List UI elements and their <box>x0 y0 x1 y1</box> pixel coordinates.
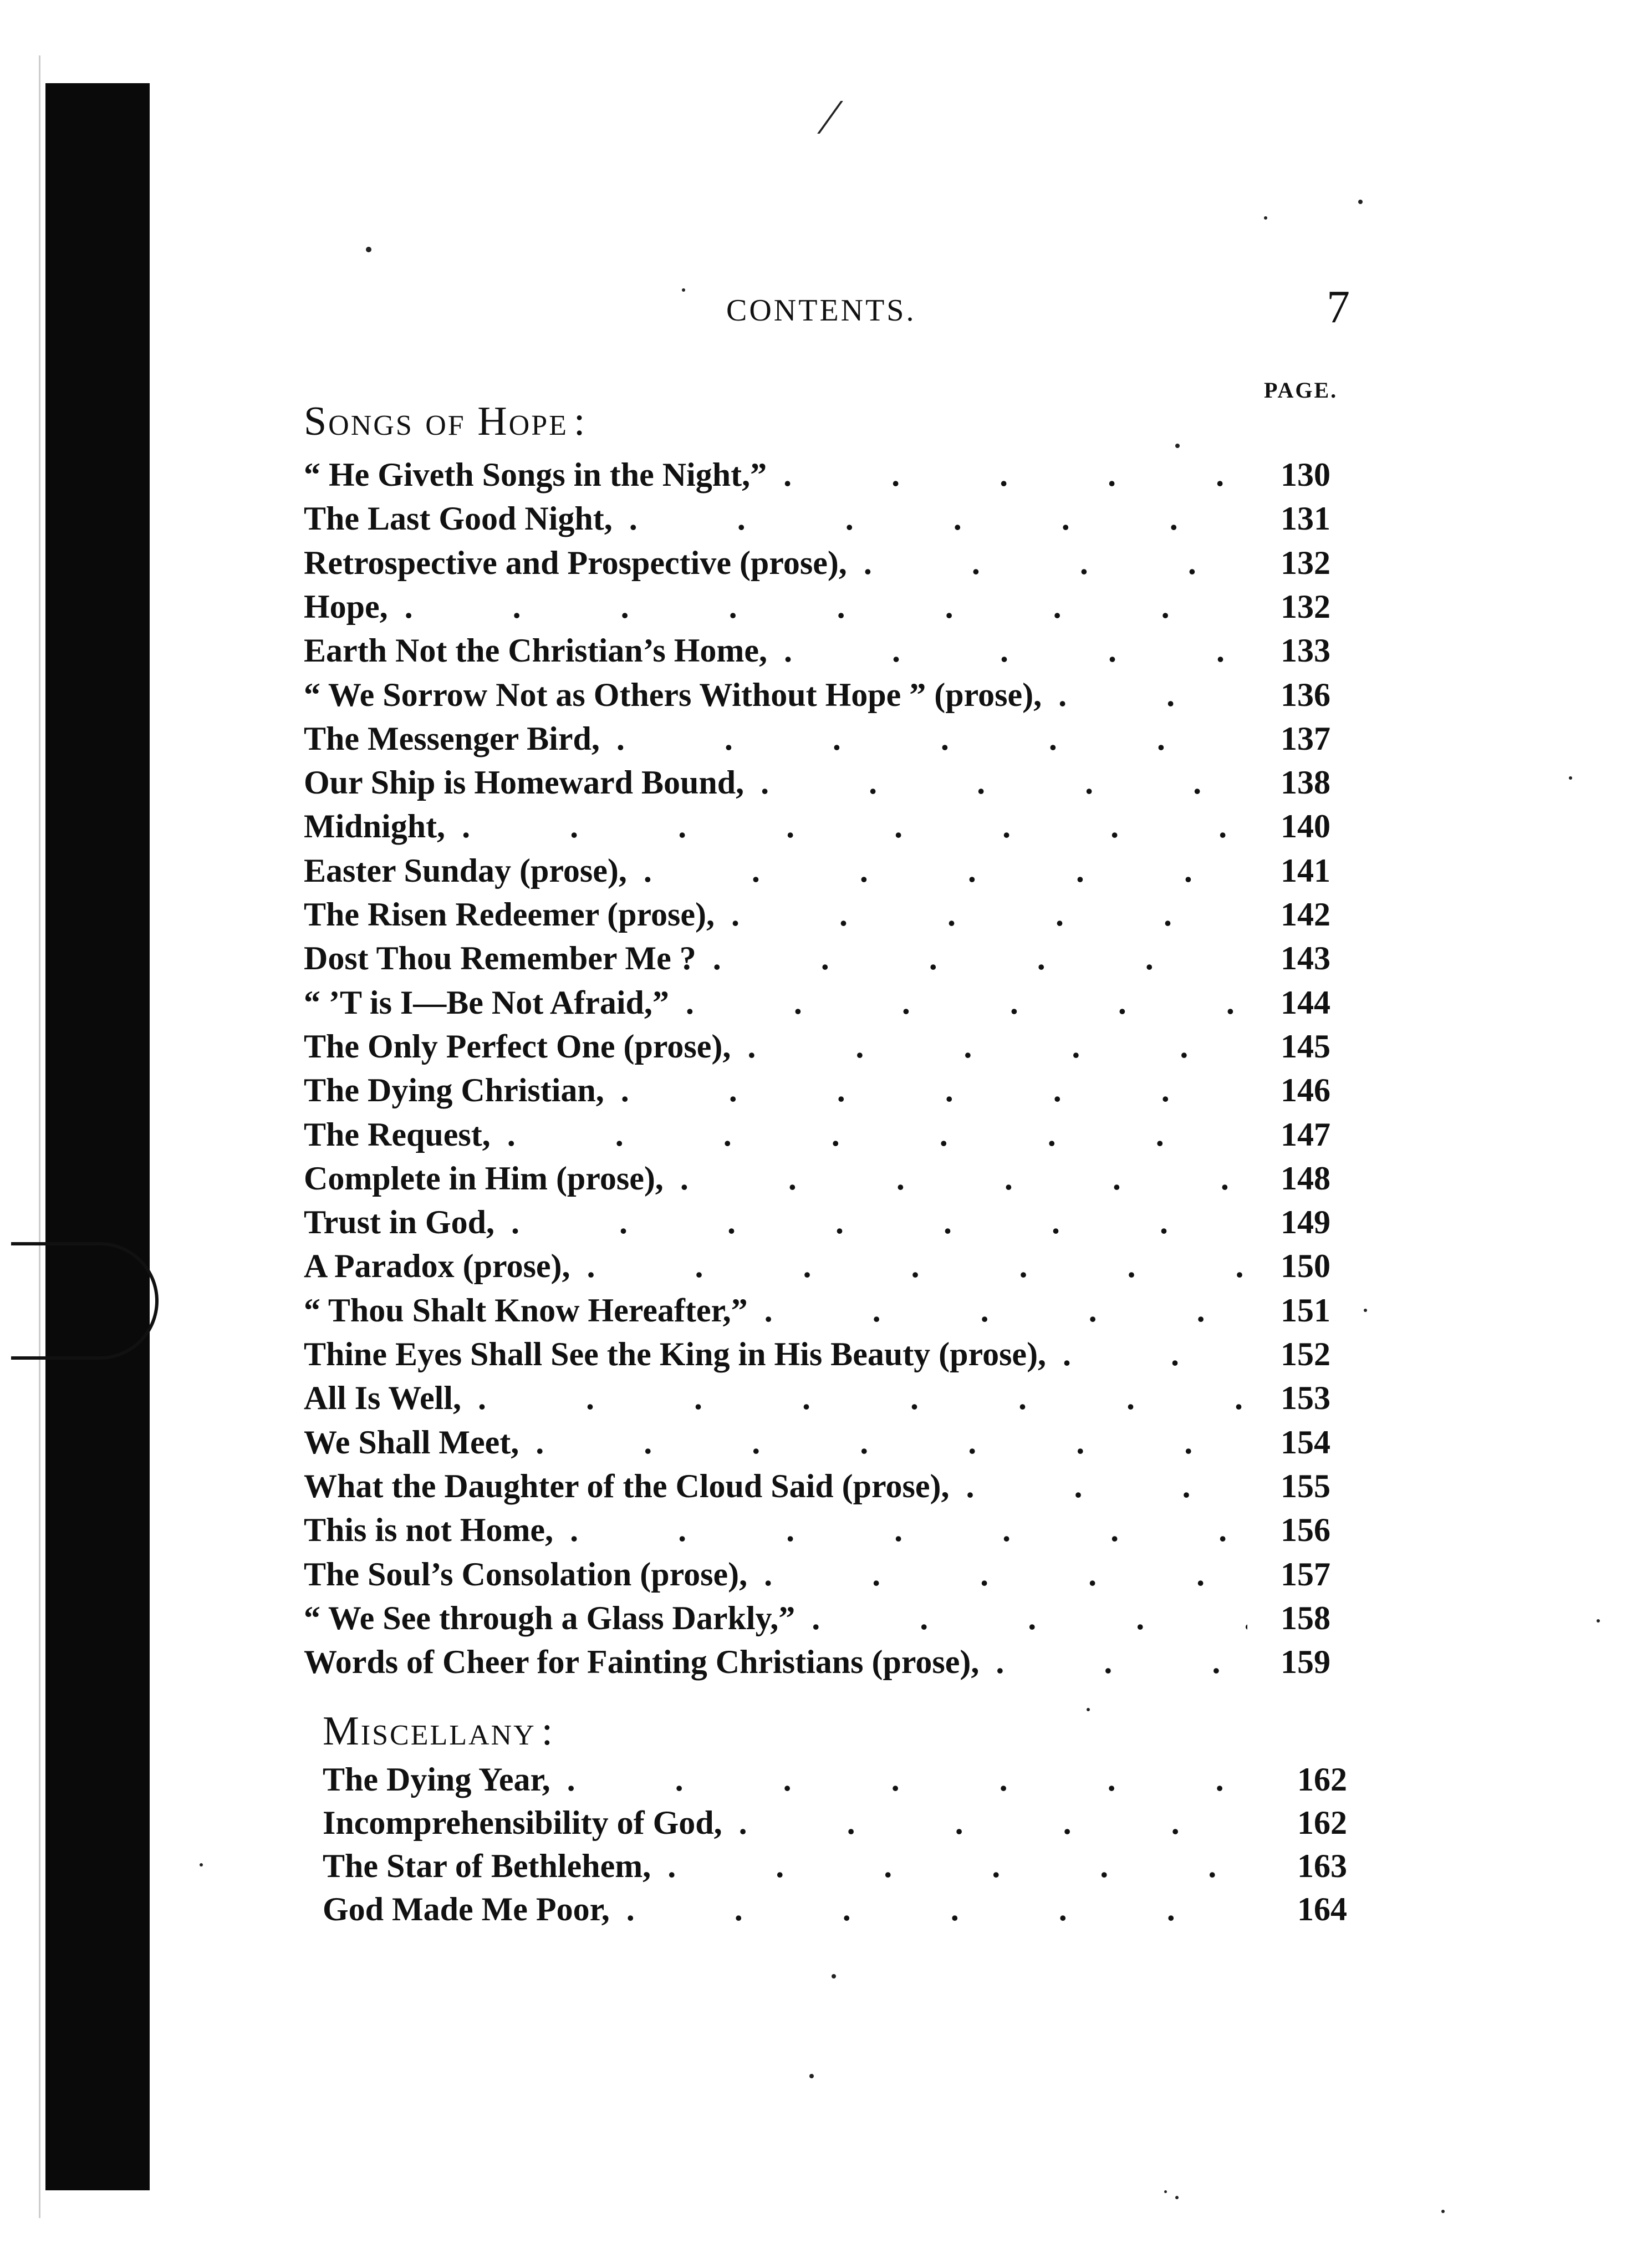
toc-entry-title: Midnight, <box>304 808 446 845</box>
toc-entry-page: 147 <box>1281 1116 1330 1153</box>
toc-entry[interactable] <box>304 1291 1330 1334</box>
print-speck <box>1364 1309 1367 1312</box>
toc-entry[interactable] <box>304 500 1330 542</box>
dot-leader <box>587 1247 1247 1285</box>
toc-entry-title: Complete in Him (prose), <box>304 1159 664 1197</box>
toc-entry-title: Dost Thou Remember Me ? <box>304 940 696 977</box>
toc-entry[interactable] <box>304 1071 1330 1113</box>
section-heading-text: Miscellany <box>323 1708 536 1754</box>
toc-entry[interactable] <box>304 1116 1330 1158</box>
toc-entry-title: The Dying Year, <box>323 1761 550 1798</box>
toc-entry-page: 155 <box>1281 1467 1330 1504</box>
print-speck <box>1175 2196 1179 2199</box>
dot-leader <box>478 1379 1247 1417</box>
toc-entry[interactable] <box>304 720 1330 762</box>
toc-entry[interactable] <box>304 1335 1330 1377</box>
toc-entry-page: 151 <box>1281 1291 1330 1329</box>
toc-entry[interactable] <box>304 456 1330 498</box>
toc-entry[interactable] <box>304 1203 1330 1245</box>
toc-entry[interactable] <box>304 807 1330 850</box>
dot-leader <box>996 1643 1247 1681</box>
print-speck <box>200 1863 203 1866</box>
toc-entry-title: Our Ship is Homeward Bound, <box>304 764 745 801</box>
toc-entry-title: The Soul’s Consolation (prose), <box>304 1555 748 1593</box>
toc-entry-title: “ He Giveth Songs in the Night,” <box>304 456 767 493</box>
toc-entry-title: Hope, <box>304 588 388 625</box>
dot-leader <box>621 1071 1247 1110</box>
dot-leader <box>686 984 1247 1022</box>
toc-entry-page: 158 <box>1281 1599 1330 1636</box>
toc-entry[interactable] <box>304 939 1330 981</box>
dot-leader <box>747 1028 1247 1066</box>
dot-leader <box>761 764 1247 802</box>
toc-entry-page: 154 <box>1281 1423 1330 1461</box>
print-speck <box>1441 2210 1445 2213</box>
toc-entry-title: What the Daughter of the Cloud Said (prose), <box>304 1467 950 1504</box>
toc-entry-title: Easter Sunday (prose), <box>304 852 627 889</box>
toc-entry-page: 141 <box>1281 852 1330 889</box>
toc-entry-page: 137 <box>1281 720 1330 757</box>
toc-entry[interactable] <box>323 1761 1347 1803</box>
toc-entry[interactable] <box>304 1159 1330 1202</box>
section-heading-miscellany: Miscellany : <box>323 1708 555 1754</box>
dot-leader <box>966 1467 1247 1506</box>
toc-entry-title: All Is Well, <box>304 1380 461 1417</box>
toc-entry[interactable] <box>304 852 1330 894</box>
toc-entry-page: 164 <box>1297 1891 1347 1927</box>
toc-entry-title: Retrospective and Prospective (prose), <box>304 544 847 581</box>
toc-entry[interactable] <box>304 764 1330 806</box>
toc-entry-title: “ ’T is I—Be Not Afraid,” <box>304 984 669 1021</box>
section-heading-text: Songs of Hope <box>304 399 568 444</box>
toc-entry-title: “ We Sorrow Not as Others Without Hope ” (prose), <box>304 676 1042 713</box>
toc-entry-title: God Made Me Poor, <box>323 1891 610 1927</box>
toc-entry-page: 149 <box>1281 1204 1330 1241</box>
toc-entry-page: 143 <box>1281 940 1330 977</box>
toc-entry[interactable] <box>304 1599 1330 1641</box>
toc-entry-page: 156 <box>1281 1512 1330 1549</box>
toc-entry-page: 144 <box>1281 984 1330 1021</box>
toc-entry-page: 145 <box>1281 1028 1330 1065</box>
toc-entry-page: 132 <box>1281 544 1330 581</box>
toc-entry-page: 163 <box>1297 1848 1347 1884</box>
dot-leader <box>812 1599 1247 1637</box>
dot-leader <box>507 1116 1247 1154</box>
toc-entry-title: Thine Eyes Shall See the King in His Beauty (prose), <box>304 1336 1047 1372</box>
toc-entry[interactable] <box>304 1028 1330 1070</box>
dot-leader <box>764 1291 1247 1330</box>
print-speck <box>682 288 685 292</box>
toc-entry-page: 159 <box>1281 1644 1330 1681</box>
print-speck <box>1264 216 1267 220</box>
print-speck <box>809 2074 814 2078</box>
running-header: CONTENTS. <box>726 293 916 328</box>
dot-leader <box>1063 1335 1247 1374</box>
section-heading-songs-of-hope: Songs of Hope : <box>304 399 587 444</box>
print-speck <box>366 247 371 252</box>
toc-entry-title: The Messenger Bird, <box>304 720 600 757</box>
dot-leader <box>864 544 1247 582</box>
dot-leader <box>764 1555 1247 1594</box>
toc-entry[interactable] <box>304 1511 1330 1553</box>
toc-entry-page: 136 <box>1281 676 1330 713</box>
toc-entry[interactable] <box>323 1804 1347 1846</box>
dot-leader <box>644 852 1247 890</box>
toc-entry-page: 146 <box>1281 1072 1330 1109</box>
toc-entry-page: 148 <box>1281 1159 1330 1197</box>
print-speck <box>1569 776 1572 780</box>
dot-leader <box>511 1203 1247 1242</box>
print-speck <box>1087 1708 1090 1711</box>
toc-entry-page: 152 <box>1281 1336 1330 1372</box>
dot-leader <box>713 939 1247 978</box>
toc-entry[interactable] <box>304 984 1330 1026</box>
toc-entry-title: “ Thou Shalt Know Hereafter,” <box>304 1291 748 1329</box>
toc-entry[interactable] <box>323 1847 1347 1889</box>
pencil-tick-mark: ⁄ <box>826 90 835 145</box>
toc-entry-page: 140 <box>1281 808 1330 845</box>
toc-entry-page: 132 <box>1281 588 1330 625</box>
dot-leader <box>629 500 1247 538</box>
dot-leader <box>1058 676 1247 714</box>
toc-entry[interactable] <box>304 1643 1330 1685</box>
dot-leader <box>570 1511 1247 1549</box>
toc-entry-title: “ We See through a Glass Darkly,” <box>304 1599 796 1636</box>
toc-entry[interactable] <box>304 632 1330 674</box>
toc-entry[interactable] <box>304 896 1330 938</box>
print-speck <box>1597 1619 1600 1623</box>
toc-entry-title: Words of Cheer for Fainting Christians (prose), <box>304 1644 980 1681</box>
toc-entry-page: 157 <box>1281 1555 1330 1593</box>
toc-entry-title: A Paradox (prose), <box>304 1248 570 1285</box>
dot-leader <box>739 1804 1264 1842</box>
toc-entry-title: The Risen Redeemer (prose), <box>304 896 715 933</box>
toc-entry[interactable] <box>304 1555 1330 1598</box>
print-speck <box>1175 444 1180 448</box>
dot-leader <box>462 807 1247 846</box>
print-speck <box>1358 200 1363 204</box>
toc-entry-title: The Dying Christian, <box>304 1072 604 1109</box>
page-number: 7 <box>1327 281 1350 333</box>
toc-entry-title: Incomprehensibility of God, <box>323 1804 722 1841</box>
toc-entry-title: Trust in God, <box>304 1204 494 1241</box>
dot-leader <box>626 1890 1264 1929</box>
dot-leader <box>784 632 1247 670</box>
toc-entry-page: 133 <box>1281 632 1330 669</box>
toc-entry-page: 130 <box>1281 456 1330 493</box>
toc-entry[interactable] <box>304 544 1330 586</box>
dot-leader <box>667 1847 1264 1885</box>
toc-entry[interactable] <box>304 1423 1330 1466</box>
toc-entry-page: 150 <box>1281 1248 1330 1285</box>
toc-entry-title: The Request, <box>304 1116 491 1153</box>
toc-entry-page: 162 <box>1297 1804 1347 1841</box>
dot-leader <box>567 1761 1264 1799</box>
page-column-label: PAGE. <box>1264 378 1338 403</box>
print-speck <box>832 1974 836 1979</box>
toc-entry-page: 162 <box>1297 1761 1347 1798</box>
toc-entry-page: 131 <box>1281 500 1330 537</box>
toc-entry-title: The Only Perfect One (prose), <box>304 1028 731 1065</box>
dot-leader <box>680 1159 1247 1198</box>
toc-entry[interactable] <box>304 676 1330 718</box>
dot-leader <box>405 588 1247 626</box>
toc-entry-page: 142 <box>1281 896 1330 933</box>
toc-entry-title: Earth Not the Christian’s Home, <box>304 632 768 669</box>
toc-entry[interactable] <box>304 588 1330 630</box>
toc-entry-title: The Star of Bethlehem, <box>323 1848 651 1884</box>
toc-entry[interactable] <box>304 1467 1330 1509</box>
dot-leader <box>783 456 1247 494</box>
toc-entry[interactable] <box>304 1379 1330 1421</box>
print-speck <box>1164 2190 1167 2193</box>
toc-entry-title: This is not Home, <box>304 1512 554 1549</box>
toc-entry-page: 138 <box>1281 764 1330 801</box>
toc-entry-page: 153 <box>1281 1380 1330 1417</box>
toc-entry-title: The Last Good Night, <box>304 500 613 537</box>
toc-entry[interactable] <box>304 1247 1330 1289</box>
toc-entry-title: We Shall Meet, <box>304 1423 519 1461</box>
dot-leader <box>616 720 1247 758</box>
dot-leader <box>731 896 1247 934</box>
toc-entry[interactable] <box>323 1890 1347 1932</box>
dot-leader <box>536 1423 1247 1462</box>
